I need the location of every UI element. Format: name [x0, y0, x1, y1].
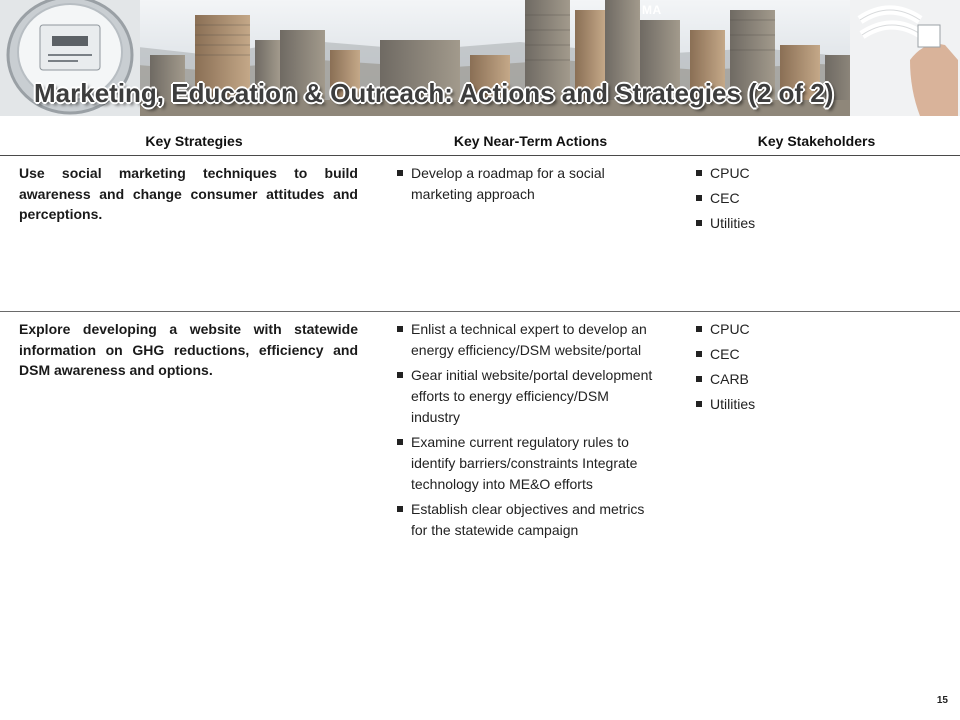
header-key-strategies: Key Strategies	[145, 132, 243, 149]
action-item: Examine current regulatory rules to identify barriers/constraints Integrate technology into ME&O efforts	[394, 432, 659, 495]
table-header-row	[0, 126, 960, 156]
page-number: 15	[936, 695, 948, 706]
strategy-text: Explore developing a website with statewide information on GHG reductions, efficiency and DSM awareness and options.	[19, 321, 358, 378]
stakeholder-item: CEC	[693, 188, 960, 209]
cfl-bulb-hand-icon	[850, 0, 960, 116]
action-item: Establish clear objectives and metrics for the statewide campaign	[394, 499, 659, 541]
action-item: Gear initial website/portal development efforts to energy efficiency/DSM industry	[394, 365, 659, 428]
table-row	[0, 156, 960, 312]
stakeholder-item: Utilities	[693, 213, 960, 234]
header-banner	[0, 0, 960, 116]
stakeholder-item: CEC	[693, 344, 960, 365]
action-item: Develop a roadmap for a social marketing approach	[394, 163, 659, 205]
strategy-table	[0, 126, 960, 545]
strategy-text: Use social marketing techniques to build awareness and change consumer attitudes and perceptions.	[19, 165, 358, 222]
stakeholder-item: Utilities	[693, 394, 960, 415]
stakeholders-cell	[673, 319, 960, 545]
stakeholder-item: CARB	[693, 369, 960, 390]
header-key-stakeholders: Key Stakeholders	[757, 132, 876, 149]
actions-cell	[388, 319, 673, 545]
page-title: Marketing, Education & Outreach: Actions and Strategies (2 of 2)	[34, 78, 834, 108]
banner-tag: MA	[642, 3, 662, 17]
stakeholder-item: CPUC	[693, 163, 960, 184]
stakeholder-item: CPUC	[693, 319, 960, 340]
actions-cell	[388, 163, 673, 311]
stakeholders-cell	[673, 163, 960, 311]
action-item: Enlist a technical expert to develop an energy efficiency/DSM website/portal	[394, 319, 659, 361]
table-row	[0, 312, 960, 545]
header-key-actions: Key Near-Term Actions	[453, 132, 608, 149]
